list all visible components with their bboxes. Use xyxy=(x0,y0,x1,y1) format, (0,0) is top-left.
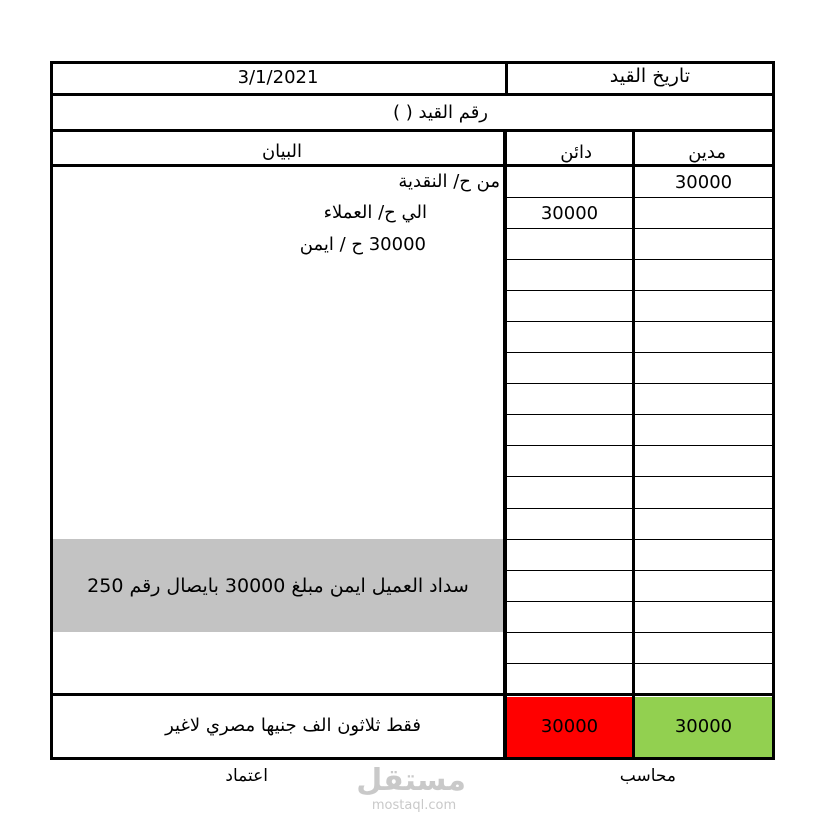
debit-total: 30000 xyxy=(674,716,733,737)
row-separator xyxy=(507,290,772,291)
entry-line-sub: 30000 ح / ايمن xyxy=(299,234,426,255)
amount-in-words: فقط ثلاثون الف جنيها مصري لاغير xyxy=(165,715,421,736)
row-separator xyxy=(507,663,772,664)
rule-after-columns xyxy=(50,164,775,167)
watermark-url: mostaql.com xyxy=(371,798,457,813)
row-separator xyxy=(507,352,772,353)
mostaql-watermark xyxy=(356,763,466,818)
watermark-arabic: مستقل xyxy=(356,763,466,798)
debit-amount-1: 30000 xyxy=(674,172,733,193)
rule-after-entry-number xyxy=(50,129,775,132)
divider-date xyxy=(505,61,508,96)
row-separator xyxy=(507,228,772,229)
rule-before-totals xyxy=(50,693,775,696)
row-separator xyxy=(507,539,772,540)
row-separator xyxy=(507,445,772,446)
column-credit: دائن xyxy=(560,142,592,163)
entry-date-label: تاريخ القيد xyxy=(609,65,690,87)
row-separator xyxy=(507,476,772,477)
approval-label: اعتماد xyxy=(225,766,268,786)
entry-number-label: رقم القيد ( ) xyxy=(393,102,488,123)
row-separator xyxy=(507,570,772,571)
column-description: البيان xyxy=(261,141,302,162)
row-separator xyxy=(507,259,772,260)
narration-text: سداد العميل ايمن مبلغ 30000 بايصال رقم 250 xyxy=(87,575,469,597)
rule-after-date xyxy=(50,93,775,96)
row-separator xyxy=(507,383,772,384)
row-separator xyxy=(507,632,772,633)
row-separator xyxy=(507,321,772,322)
row-separator xyxy=(507,414,772,415)
credit-amount-1: 30000 xyxy=(540,203,599,224)
row-separator xyxy=(507,197,772,198)
column-debit: مدين xyxy=(688,142,726,163)
credit-total: 30000 xyxy=(540,716,599,737)
entry-line-from: من ح/ النقدية xyxy=(398,171,500,192)
accountant-label: محاسب xyxy=(619,766,676,786)
row-separator xyxy=(507,601,772,602)
row-separator xyxy=(507,508,772,509)
entry-date: 3/1/2021 xyxy=(237,67,319,88)
entry-line-to: الي ح/ العملاء xyxy=(323,202,427,223)
